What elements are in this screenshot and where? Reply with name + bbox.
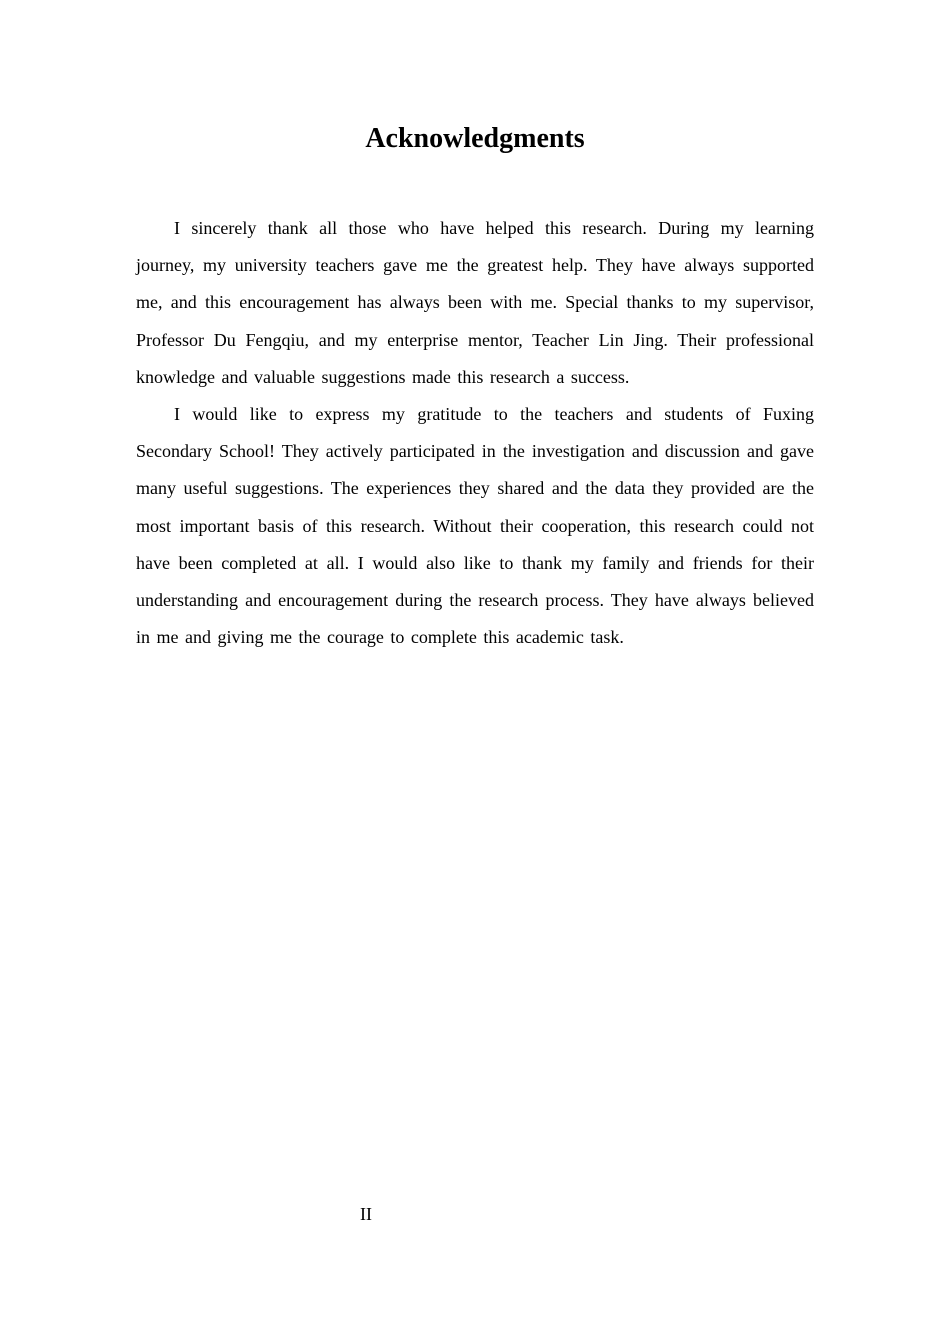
paragraph-1: I sincerely thank all those who have helped this research. During my learning journey, my university teachers gave me the greatest help. They have always supported me, and this encouragement has always been with me. Special thanks to my supervisor, Professor Du Fengqiu, and my enterprise mentor, Teacher Lin Jing. Their professional knowledge and valuable suggestions made this research a success.: [136, 218, 814, 387]
page-number: II: [360, 1204, 372, 1224]
page-title: Acknowledgments: [365, 123, 585, 154]
body-text: [136, 210, 814, 656]
paragraph-2: I would like to express my gratitude to the teachers and students of Fuxing Secondary School! They actively participated in the investigation and discussion and gave many useful suggestions. The experiences they shared and the data they provided are the most important basis of this research. Without their cooperation, this research could not have been completed at all. I would also like to thank my family and friends for their understanding and encouragement during the research process. They have always believed in me and giving me the courage to complete this academic task.: [136, 404, 814, 648]
